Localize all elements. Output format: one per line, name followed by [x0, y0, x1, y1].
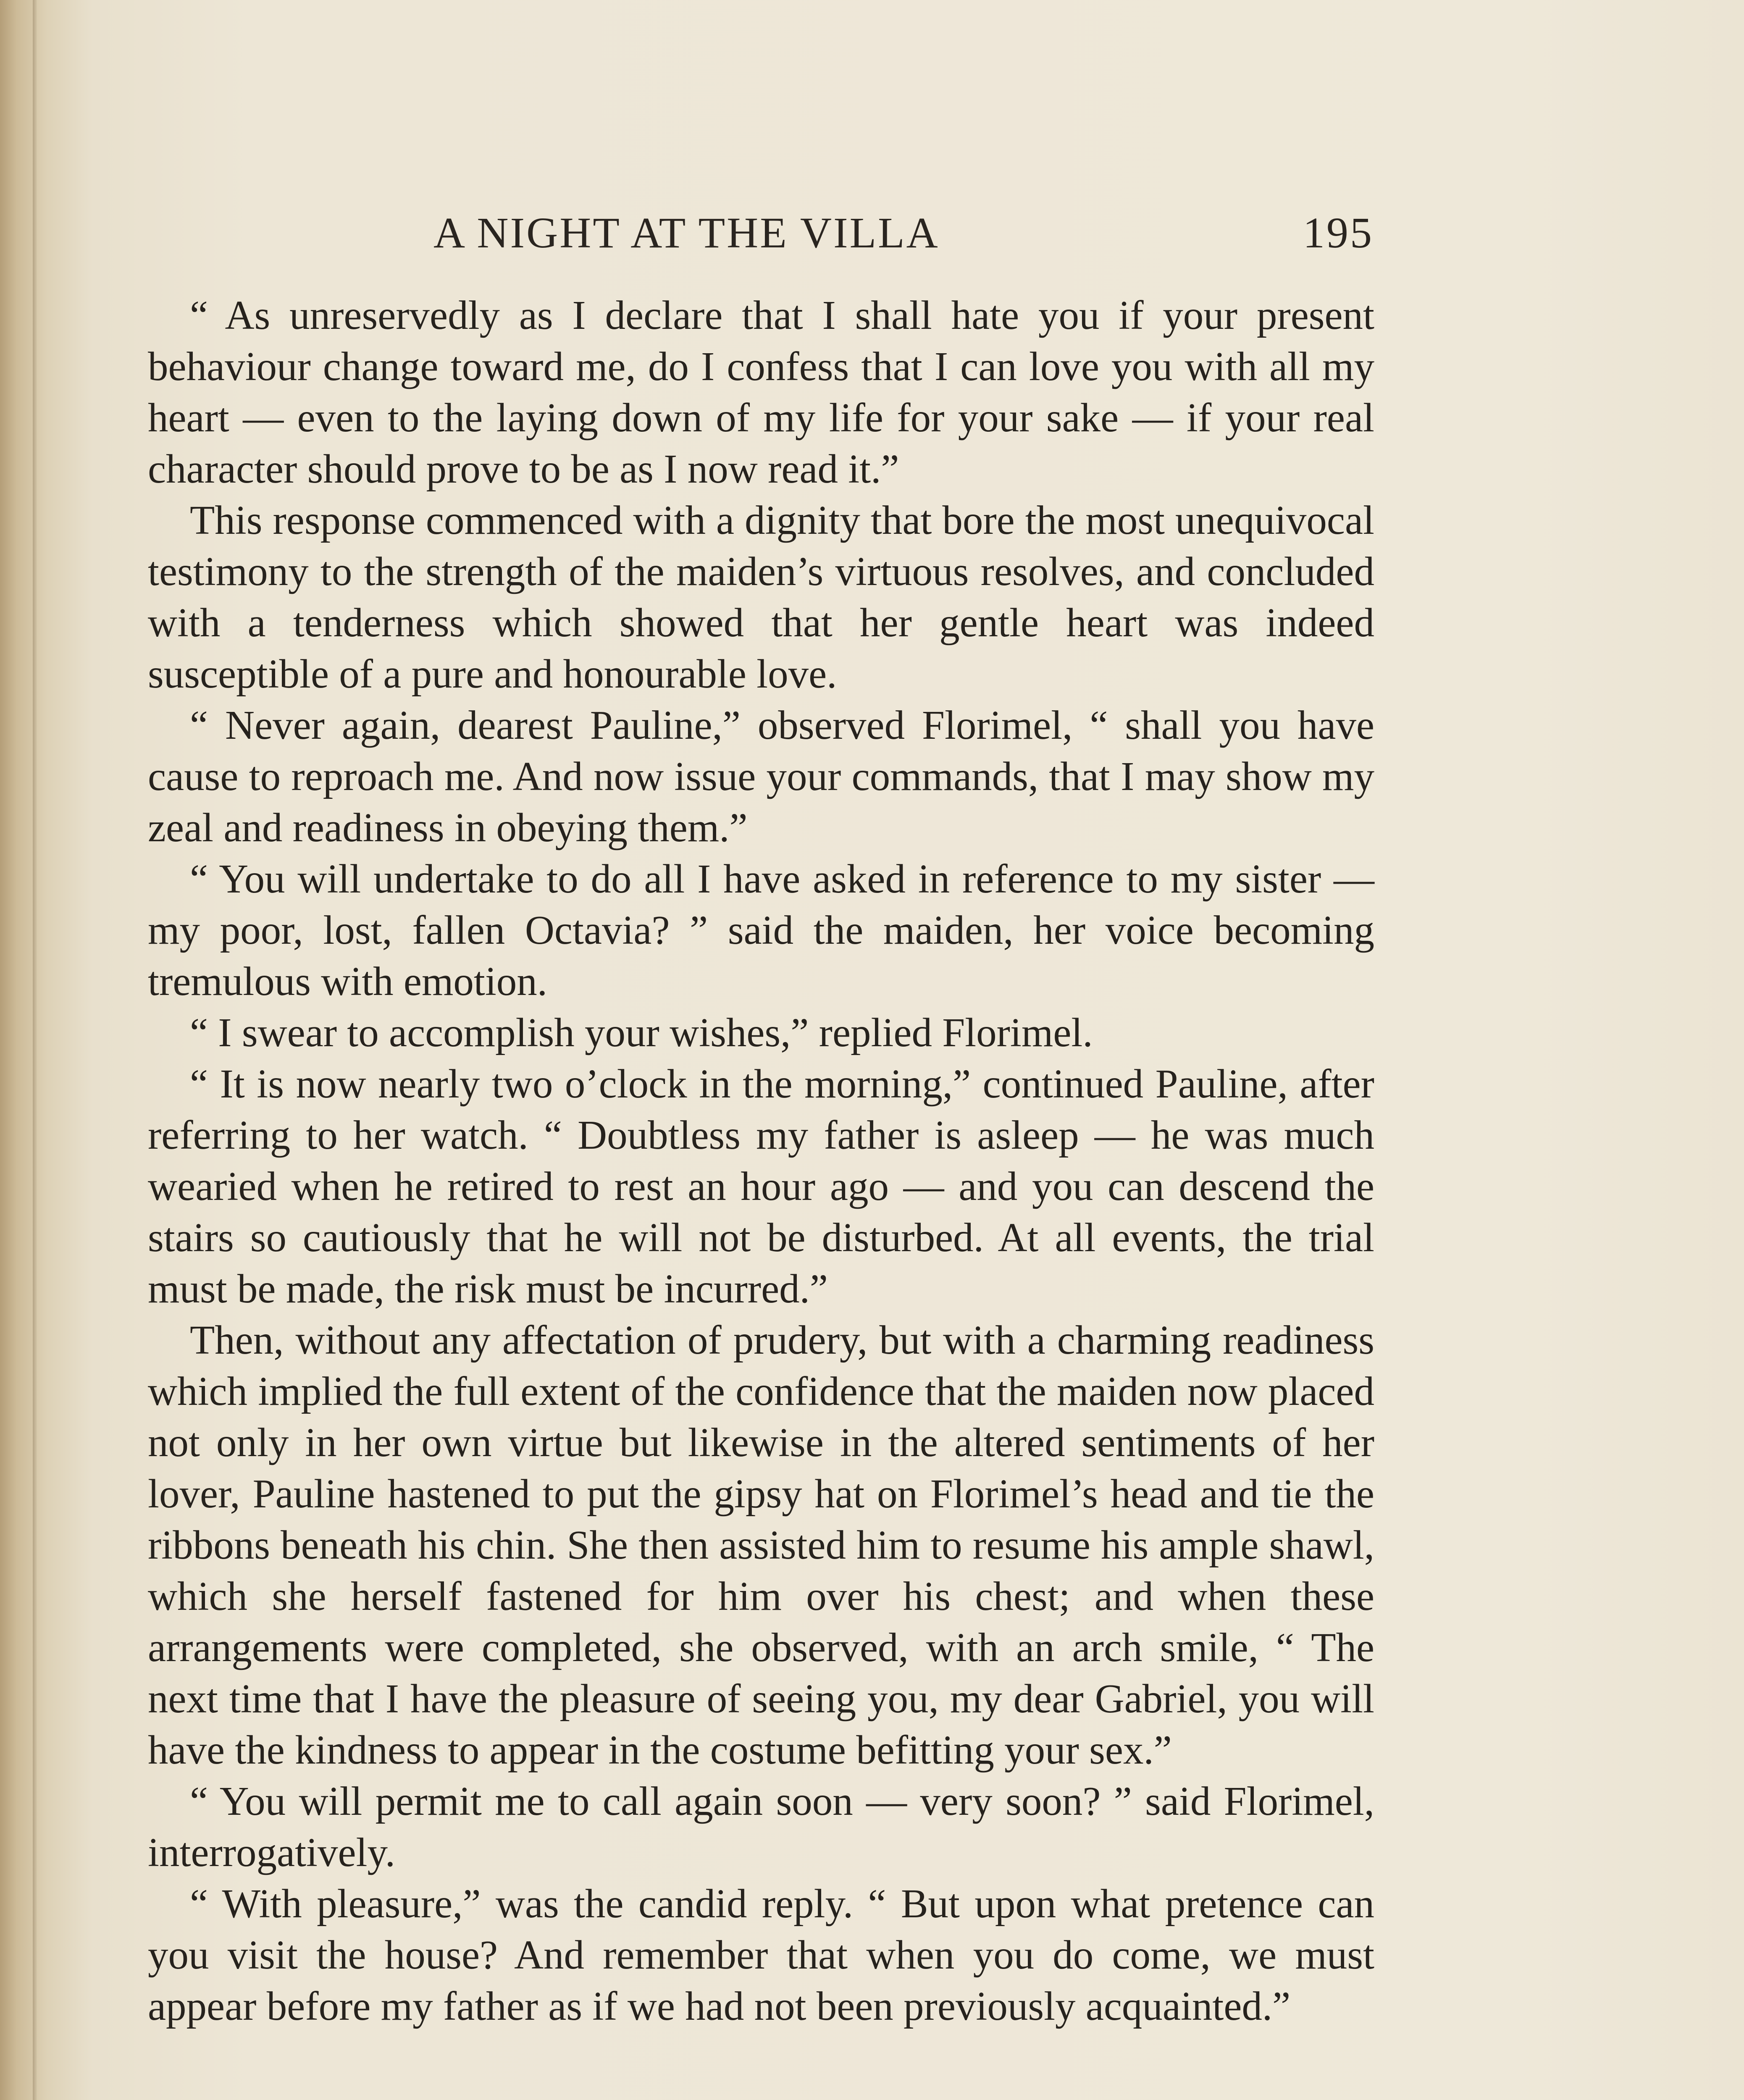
paragraph: “ You will permit me to call again soon — very soon? ” said Florimel, interrogatively. [148, 1779, 1374, 1875]
paragraph: “ As unreservedly as I declare that I shall hate you if your present behaviour change toward me, do I confess that I can love you with all my heart — even to the laying down of my life for your sake — if your real character should prove to be as I now read it.” [148, 293, 1374, 491]
paragraph: “ With pleasure,” was the candid reply. “ But upon what pretence can you visit the house? And remember that when you do come, we must appear before my father as if we had not been previously acquainted.” [148, 1881, 1374, 2029]
paragraph: “ You will undertake to do all I have asked in reference to my sister — my poor, lost, fallen Octavia? ” said the maiden, her voice becoming tremulous with emotion. [148, 856, 1374, 1004]
page-number: 195 [1303, 209, 1374, 257]
page-gutter-shadow [33, 0, 37, 2100]
running-title: A NIGHT AT THE VILLA [433, 209, 940, 257]
paragraph: Then, without any affectation of prudery, but with a charming readiness which implied the full extent of the confidence that the maiden now placed not only in her own virtue but likewise in the altered sentiments of her lover, Pauline hastened to put the gipsy hat on Florimel’s head and tie the ribbons beneath his chin. She then assisted him to resume his ample shawl, which she herself fastened for him over his chest; and when these arrangements were completed, she observed, with an arch smile, “ The next time that I have the pleasure of seeing you, my dear Gabriel, you will have the kindness to appear in the costume befitting your sex.” [148, 1318, 1374, 1772]
paragraph: This response commenced with a dignity that bore the most unequivocal testimony to the strength of the maiden’s virtuous resolves, and concluded with a tenderness which showed that her gentle heart was indeed susceptible of a pure and honourable love. [148, 498, 1374, 696]
paragraph: “ Never again, dearest Pauline,” observed Florimel, “ shall you have cause to reproach me. And now issue your commands, that I may show my zeal and readiness in obeying them.” [148, 703, 1374, 850]
paragraph: “ It is now nearly two o’clock in the morning,” continued Pauline, after referring to her watch. “ Doubtless my father is asleep — he was much wearied when he retired to rest an hour ago — and you can descend the stairs so cautiously that he will not be disturbed. At all events, the trial must be made, the risk must be incurred.” [148, 1061, 1374, 1311]
body-text [148, 290, 1374, 2032]
paragraph: “ I swear to accomplish your wishes,” replied Florimel. [190, 1010, 1093, 1055]
running-header [147, 202, 1374, 265]
